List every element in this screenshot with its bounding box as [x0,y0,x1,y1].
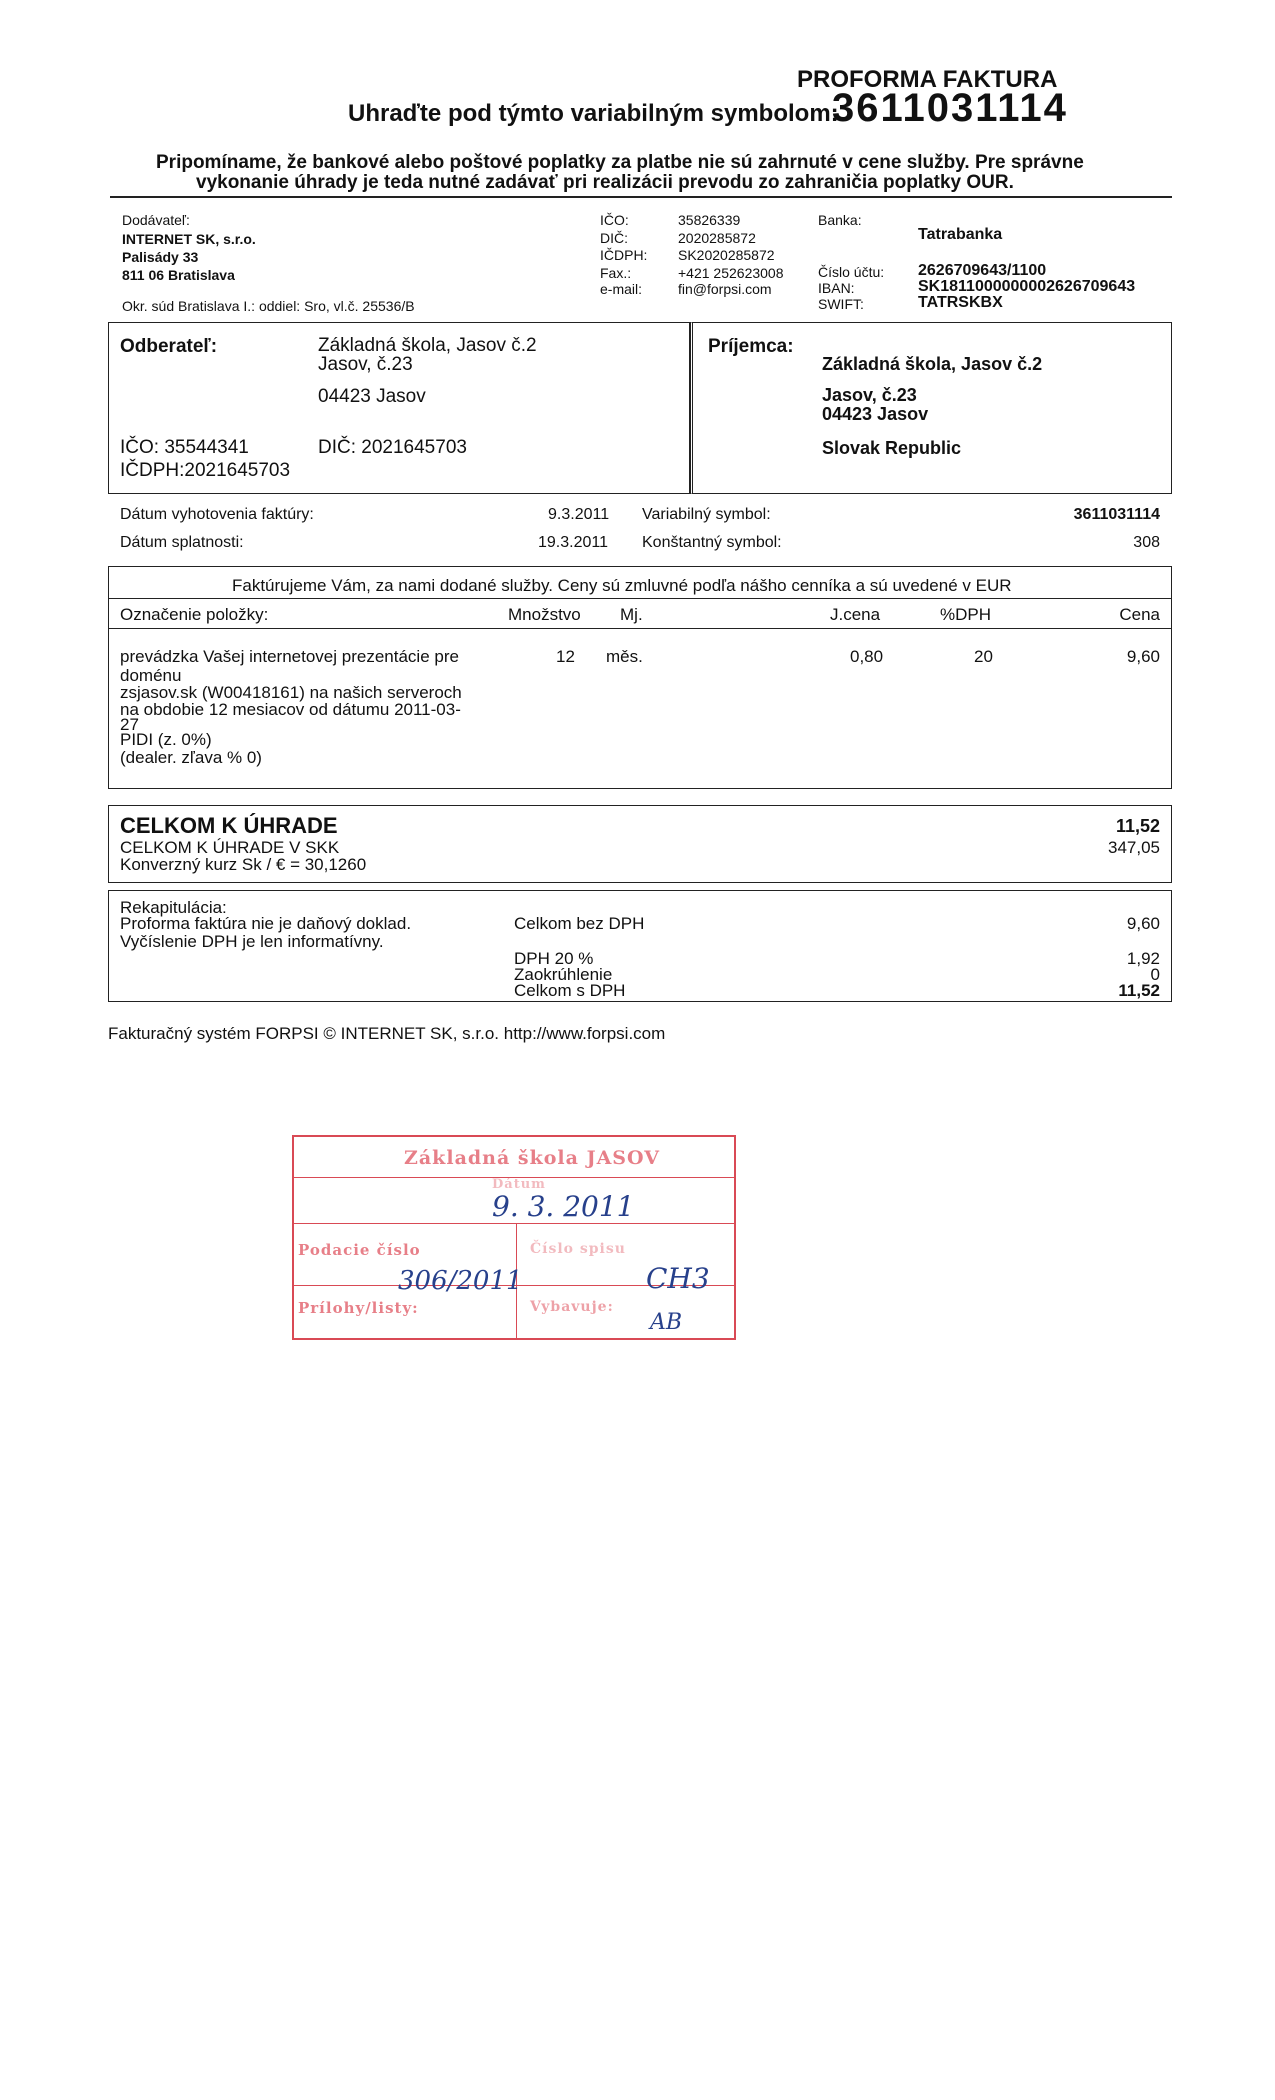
recap-without-vat-label: Celkom bez DPH [514,914,645,933]
item-vat: 20 [974,647,993,666]
iban-label: IBAN: [818,280,855,296]
constant-symbol-value: 308 [1133,534,1160,551]
variable-symbol-value: 3611031114 [1073,506,1160,523]
col-header-qty: Množstvo [508,605,581,624]
items-header-divider [108,628,1172,629]
ico-value: 35826339 [678,212,741,228]
recap-with-vat-label: Celkom s DPH [514,981,626,1000]
supplier-city: 811 06 Bratislava [122,267,235,283]
col-header-price: Cena [1119,605,1160,624]
icdph-label: IČDPH: [600,247,648,263]
header-divider [110,196,1172,198]
item-description-line: doménu [120,666,182,685]
item-qty: 12 [556,647,575,666]
supplier-street: Palisády 33 [122,249,199,265]
buyer-name: Základná škola, Jasov č.2 [318,335,537,356]
issue-date-value: 9.3.2011 [548,506,610,523]
col-header-name: Označenie položky: [120,605,269,624]
handwritten-date: 9. 3. 2011 [492,1190,635,1223]
variable-symbol-big: 3611031114 [832,86,1068,130]
items-intro-divider [108,598,1172,599]
buyer-ico: IČO: 35544341 [120,437,249,458]
recipient-city: 04423 Jasov [822,404,929,424]
pay-prompt: Uhraďte pod týmto variabilným symbolom: [348,100,839,127]
total-label: CELKOM K ÚHRADE [120,813,338,838]
item-unit-price: 0,80 [850,647,884,666]
bank-label: Banka: [818,212,862,228]
recap-rounding-value: 0 [1150,965,1160,984]
recap-title: Rekapitulácia: [120,898,227,917]
email-value: fin@forpsi.com [678,281,772,297]
recap-with-vat-value: 11,52 [1118,981,1160,1000]
total-skk-value: 347,05 [1108,838,1160,857]
fax-label: Fax.: [600,265,632,281]
stamp-date-label: Dátum [492,1177,546,1192]
stamp-attachments-label: Prílohy/listy: [298,1299,419,1317]
buyer-label: Odberateľ: [120,336,218,357]
fax-value: +421 252623008 [678,265,784,281]
supplier-court: Okr. súd Bratislava I.: oddiel: Sro, vl.č. 25536/B [122,298,415,314]
item-price: 9,60 [1126,647,1160,666]
issue-date-label: Dátum vyhotovenia faktúry: [120,506,314,523]
handwritten-initials: AB [650,1310,683,1335]
stamp-filing-label: Podacie číslo [298,1241,421,1259]
item-description-line: (dealer. zľava % 0) [120,748,262,767]
invoicing-system-footer: Fakturačný systém FORPSI © INTERNET SK, s.r.o. http://www.forpsi.com [108,1024,666,1043]
col-header-vat: %DPH [940,605,992,624]
buyer-city: 04423 Jasov [318,386,426,407]
recap-vat-value: 1,92 [1126,949,1160,968]
total-skk-label: CELKOM K ÚHRADE V SKK [120,838,340,857]
supplier-name: INTERNET SK, s.r.o. [122,231,256,247]
buyer-dic: DIČ: 2021645703 [318,437,467,458]
handwritten-filing-number: 306/2011 [398,1266,523,1296]
account-value: 2626709643/1100 [918,262,1047,279]
items-box [108,566,1172,789]
item-unit: měs. [606,647,643,666]
account-label: Číslo účtu: [818,264,885,280]
buyer-street: Jasov, č.23 [318,354,413,375]
recap-without-vat-value: 9,60 [1126,914,1160,933]
recipient-street: Jasov, č.23 [822,385,917,405]
items-intro: Faktúrujeme Vám, za nami dodané služby. Ceny sú zmluvné podľa nášho cenníka a sú uvedené v EUR [232,576,1012,595]
buyer-icdph: IČDPH:2021645703 [120,460,291,481]
stamp-registry-label: Číslo spisu [530,1241,626,1257]
swift-value: TATRSKBX [918,294,1003,311]
fees-notice-line2: vykonanie úhrady je teda nutné zadávať pri realizácii prevodu zo zahraničia poplatky OUR. [196,172,1014,193]
recap-note-tax-doc: Proforma faktúra nie je daňový doklad. [120,914,412,933]
col-header-unit: Mj. [620,605,643,624]
fees-notice-line1: Pripomíname, že bankové alebo poštové poplatky za platbe nie sú zahrnuté v cene služby. Pre správne [156,152,1084,173]
recap-vat-label: DPH 20 % [514,949,594,968]
handwritten-registry-code: CH3 [646,1262,710,1295]
col-header-unit-price: J.cena [830,605,881,624]
constant-symbol-label: Konštantný symbol: [642,534,782,551]
supplier-label: Dodávateľ: [122,212,190,228]
icdph-value: SK2020285872 [678,247,775,263]
due-date-value: 19.3.2011 [538,534,608,551]
recipient-label: Príjemca: [708,336,794,357]
item-description-line: PIDI (z. 0%) [120,730,212,749]
total-value: 11,52 [1115,816,1160,836]
stamp-school-name: Základná škola JASOV [404,1147,660,1169]
bank-value: Tatrabanka [918,226,1003,243]
dic-label: DIČ: [600,230,628,246]
due-date-label: Dátum splatnosti: [120,534,244,551]
conversion-rate: Konverzný kurz Sk / € = 30,1260 [120,855,367,874]
item-description-line: prevádzka Vašej internetovej prezentácie pre [120,647,459,666]
iban-value: SK1811000000002626709643 [918,278,1136,295]
document-type: PROFORMA FAKTURA [797,66,1058,93]
item-description-line: na obdobie 12 mesiacov od dátumu 2011-03- [120,700,461,719]
stamp-divider [294,1223,734,1224]
recipient-country: Slovak Republic [822,438,962,458]
ico-label: IČO: [600,212,629,228]
recap-note-vat-info: Vyčíslenie DPH je len informatívny. [120,932,384,951]
stamp-handled-label: Vybavuje: [530,1299,614,1315]
item-description-line: 27 [120,715,139,734]
item-description-line: zsjasov.sk (W00418161) na našich serveroch [120,683,462,702]
variable-symbol-label: Variabilný symbol: [642,506,771,523]
swift-label: SWIFT: [818,296,864,312]
dic-value: 2020285872 [678,230,756,246]
recap-rounding-label: Zaokrúhlenie [514,965,613,984]
email-label: e-mail: [600,281,643,297]
recipient-name: Základná škola, Jasov č.2 [822,354,1043,374]
